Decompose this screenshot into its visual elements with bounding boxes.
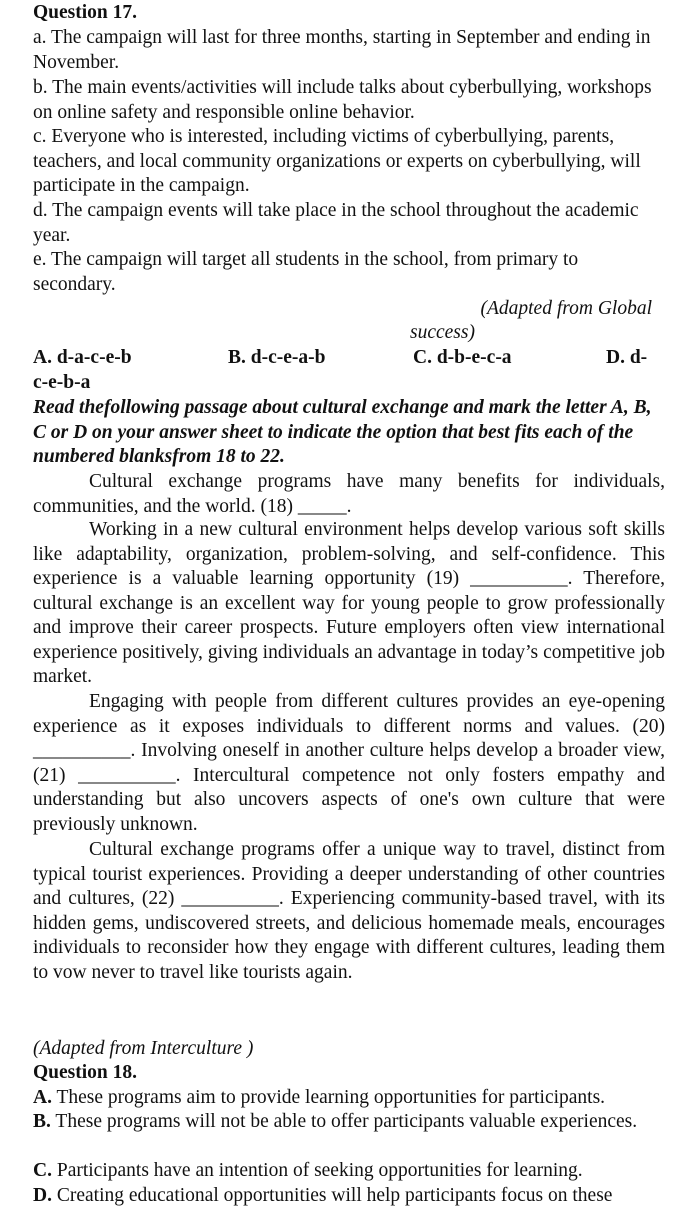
- q18-option-d-letter: D.: [33, 1185, 52, 1206]
- q18-option-c: [33, 1159, 665, 1184]
- q18-option-b-text: These programs will not be able to offer participants valuable experiences.: [50, 1111, 638, 1132]
- passage-source: (Adapted from Interculture ): [33, 1038, 254, 1059]
- q18-option-a-letter: A.: [33, 1087, 52, 1108]
- q17-option-b: B. d-c-e-a-b: [228, 347, 326, 368]
- q17-option-a: A. d-a-c-e-b: [33, 347, 132, 368]
- passage-paragraph-2: Working in a new cultural environment helps develop various soft skills like adaptability, organization, problem-solving, and self-confidence. This experience is a valuable learning opportunity (19) __________. Therefore, cultural exchange is an excellent way for young people to grow professionally and improve their career prospects. Future employers often view international experience positively, giving individuals an advantage in today’s competitive job market.: [33, 519, 665, 687]
- q18-option-d-text: Creating educational opportunities will help participants focus on these: [51, 1185, 613, 1206]
- passage-paragraph-4: Cultural exchange programs offer a unique way to travel, distinct from typical tourist experiences. Providing a deeper understanding of other countries and cultures, (22) __________. Experiencing community-based travel, with its hidden gems, undiscovered streets, and delicious homemade meals, encourages individuals to reconsider how they engage with different cultures, leading them to vow never to travel like tourists again.: [33, 839, 665, 983]
- q18-option-d: [33, 1184, 665, 1209]
- q18-option-a: [33, 1086, 665, 1111]
- q17-source-line1: (Adapted from Global: [480, 298, 652, 319]
- passage-paragraph-3: Engaging with people from different cultures provides an eye-opening experience as it exposes individuals to different norms and values. (20) __________. Involving oneself in another culture helps develop a broader view, (21) __________. Intercultural competence not only fosters empathy and understanding but also uncovers aspects of one's own culture that were previously unknown.: [33, 691, 665, 835]
- q17-item-b: b. The main events/activities will include talks about cyberbullying, workshops on online safety and responsible online behavior.: [33, 77, 652, 123]
- q17-option-c: C. d-b-e-c-a: [413, 347, 512, 368]
- q18-option-b: [33, 1110, 665, 1135]
- q18-option-c-text: Participants have an intention of seeking opportunities for learning.: [51, 1160, 583, 1181]
- q18-option-a-text: These programs aim to provide learning opportunities for participants.: [51, 1087, 606, 1108]
- q17-source-line2: success): [410, 322, 475, 343]
- q17-item-c: c. Everyone who is interested, including victims of cyberbullying, parents, teachers, and local community organizations or experts on cyberbullying, will participate in the campaign.: [33, 126, 641, 196]
- q17-option-d: D. d-: [606, 347, 648, 368]
- question-18-heading: Question 18.: [33, 1062, 138, 1083]
- q17-item-e: e. The campaign will target all students in the school, from primary to secondary.: [33, 249, 579, 295]
- q18-option-c-letter: C.: [33, 1160, 52, 1181]
- q17-item-d: d. The campaign events will take place in the school throughout the academic year.: [33, 200, 639, 246]
- q17-option-d-continued: c-e-b-a: [33, 372, 91, 393]
- question-17-heading: Question 17.: [33, 2, 138, 23]
- q17-item-a: a. The campaign will last for three months, starting in September and ending in November.: [33, 27, 651, 73]
- q18-option-b-letter: B.: [33, 1111, 51, 1132]
- passage-paragraph-1: Cultural exchange programs have many benefits for individuals, communities, and the world. (18) _____.: [33, 471, 665, 517]
- passage-instruction: Read thefollowing passage about cultural exchange and mark the letter A, B, C or D on your answer sheet to indicate the option that best fits each of the numbered blanksfrom 18 to 22.: [33, 397, 652, 467]
